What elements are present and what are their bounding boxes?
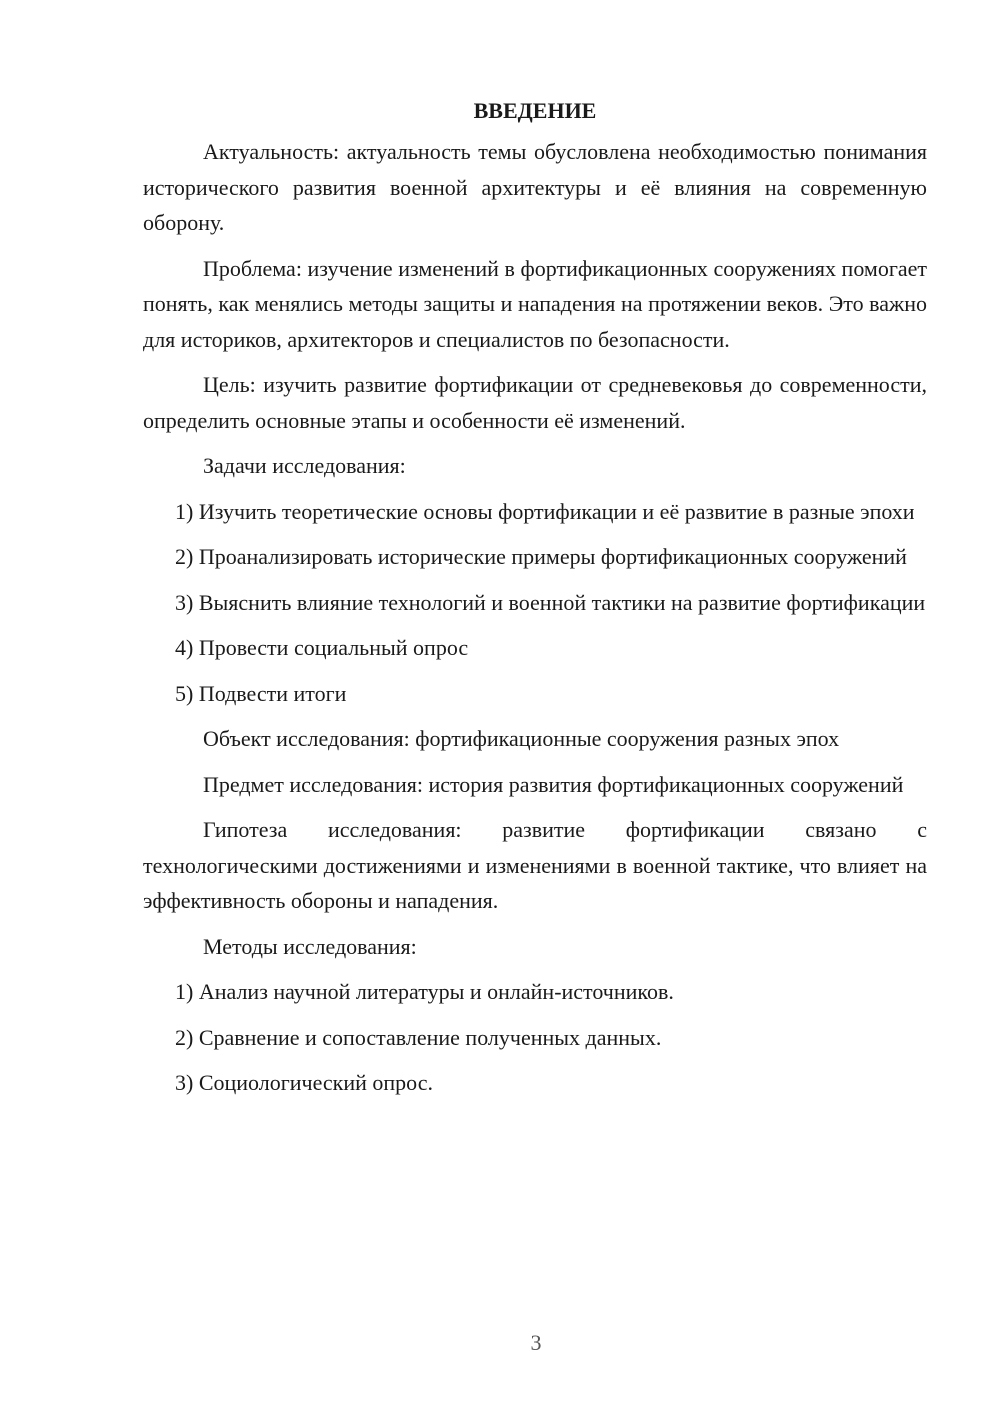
method-item-1: 1) Анализ научной литературы и онлайн-источников. (175, 979, 674, 1004)
page-title: ВВЕДЕНИЕ (473, 98, 597, 123)
goal-paragraph: Цель: изучить развитие фортификации от средневековья до современности, определить основные этапы и особенности её изменений. (143, 372, 927, 433)
task-item-2: 2) Проанализировать исторические примеры фортификационных сооружений (175, 544, 907, 569)
hypothesis-paragraph: Гипотеза исследования: развитие фортификации связано с технологическими достижениями и изменениями в военной тактике, что влияет на эффективность обороны и нападения. (143, 817, 927, 913)
page-number: 3 (530, 1330, 542, 1355)
subject-paragraph: Предмет исследования: история развития фортификационных сооружений (203, 771, 904, 797)
task-item-4: 4) Провести социальный опрос (175, 635, 469, 660)
document-body (143, 94, 927, 1111)
tasks-heading: Задачи исследования: (203, 453, 406, 478)
method-item-2: 2) Сравнение и сопоставление полученных данных. (175, 1024, 662, 1050)
task-item-3: 3) Выяснить влияние технологий и военной тактики на развитие фортификации (175, 589, 926, 615)
task-item-1: 1) Изучить теоретические основы фортификации и её развитие в разные эпохи (175, 498, 915, 524)
methods-heading: Методы исследования: (203, 933, 417, 959)
problem-paragraph: Проблема: изучение изменений в фортификационных сооружениях помогает понять, как менялись методы защиты и нападения на протяжении веков. Это важно для историков, архитекторов и специалистов по безопасности. (143, 255, 927, 352)
task-item-5: 5) Подвести итоги (175, 680, 347, 706)
object-paragraph: Объект исследования: фортификационные сооружения разных эпох (203, 726, 840, 751)
method-item-3: 3) Социологический опрос. (175, 1070, 433, 1095)
relevance-paragraph: Актуальность: актуальность темы обусловлена необходимостью понимания исторического развития военной архитектуры и её влияния на современную оборону. (143, 139, 927, 235)
